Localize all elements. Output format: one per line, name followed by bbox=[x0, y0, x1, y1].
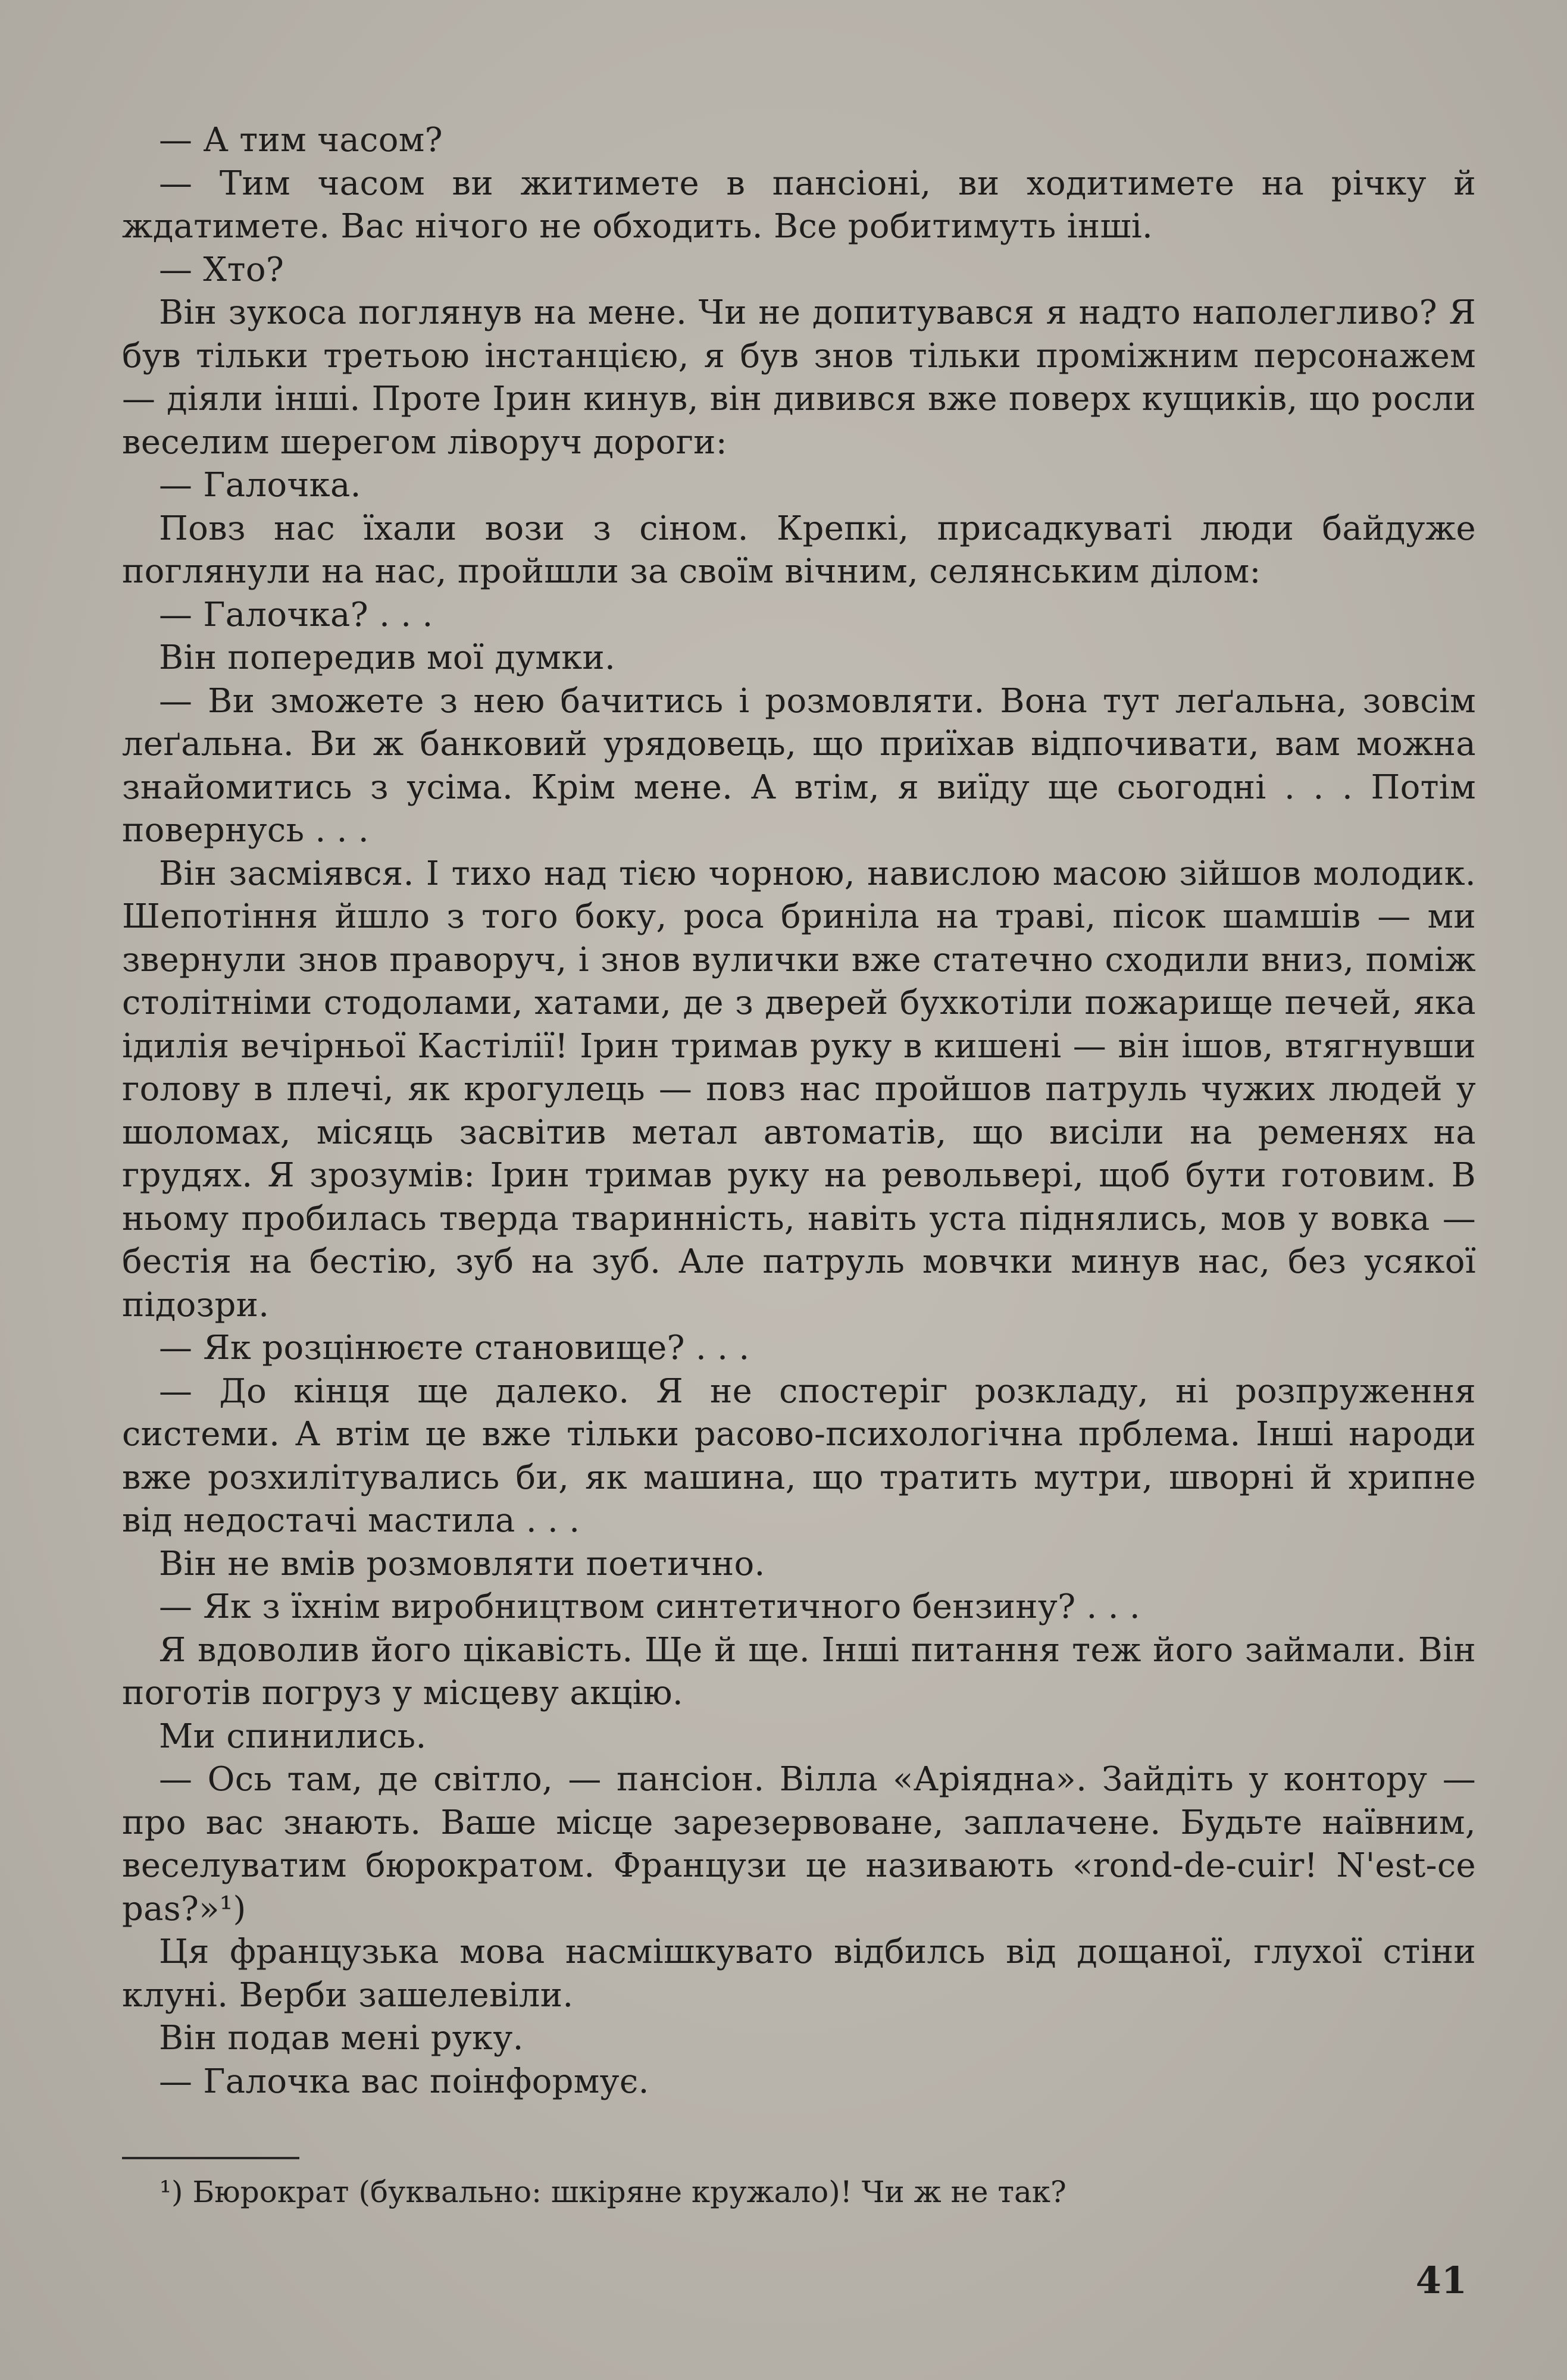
paragraph: — Галочка вас поінформує. bbox=[159, 2062, 649, 2101]
paragraph: Він подав мені руку. bbox=[159, 2019, 524, 2058]
paragraph: — Тим часом ви житимете в пансіоні, ви ходитимете на річку й ждатимете. Вас нічого не обходить. Все робитимуть інші. bbox=[122, 164, 1476, 246]
paragraph: — Ось там, де світло, — пансіон. Вілла «Аріядна». Зайдіть у контору — про вас знають. Ваше місце зарезервоване, заплачене. Будьте наївним, веселуватим бюрократом. Французи це називають «rond-de-cuir! N'est-ce pas?»¹) bbox=[122, 1760, 1476, 1928]
paragraph: — Галочка. bbox=[159, 466, 361, 505]
paragraph: — Як розцінюєте становище? . . . bbox=[159, 1329, 750, 1367]
paragraph: — Хто? bbox=[159, 250, 284, 289]
page-number: 41 bbox=[1415, 2259, 1467, 2302]
paragraph: — А тим часом? bbox=[159, 121, 443, 159]
paragraph: Ми спинились. bbox=[159, 1717, 427, 1756]
paragraph: Він попередив мої думки. bbox=[159, 638, 616, 677]
paragraph: — Ви зможете з нею бачитись і розмовляти. Вона тут леґальна, зовсім леґальна. Ви ж банковий урядовець, що приїхав відпочивати, вам можна знайомитись з усіма. Крім мене. А втім, я виїду ще сьогодні . . . Потім повернусь . . . bbox=[122, 681, 1476, 850]
paragraph: Я вдоволив його цікавість. Ще й ще. Інші питання теж його займали. Він поготів погруз у місцеву акцію. bbox=[122, 1630, 1476, 1712]
paragraph: Ця французька мова насмішкувато відбилсь від дощаної, глухої стіни клуні. Верби зашелевіли. bbox=[122, 1933, 1476, 2015]
footnote-divider bbox=[122, 2157, 299, 2159]
paragraph: Він зукоса поглянув на мене. Чи не допитувався я надто наполегливо? Я був тільки третьою інстанцією, я був знов тільки проміжним персонажем — діяли інші. Проте Ірин кинув, він дивився вже поверх кущиків, що росли веселим шерегом ліворуч дороги: bbox=[122, 293, 1476, 462]
footnote: ¹) Бюрократ (буквально: шкіряне кружало)! Чи ж не так? bbox=[159, 2175, 1066, 2209]
main-text bbox=[122, 119, 1476, 2103]
paragraph: Повз нас їхали вози з сіном. Крепкі, присадкуваті люди байдуже поглянули на нас, пройшли за своїм вічним, селянським ділом: bbox=[122, 509, 1476, 591]
paragraph: Він не вмів розмовляти поетично. bbox=[159, 1544, 765, 1583]
paragraph: — Як з їхнім виробництвом синтетичного бензину? . . . bbox=[159, 1587, 1141, 1626]
paragraph: — Галочка? . . . bbox=[159, 595, 433, 634]
paragraph: — До кінця ще далеко. Я не спостеріг розкладу, ні розпруження системи. А втім це вже тільки расово-психологічна прблема. Інші народи вже розхилітувались би, як машина, що тратить мутри, шворні й хрипне від недостачі мастила . . . bbox=[122, 1371, 1476, 1540]
paragraph: Він засміявся. І тихо над тією чорною, навислою масою зійшов молодик. Шепотіння йшло з того боку, роса бриніла на траві, пісок шамшів — ми звернули знов праворуч, і знов вулички вже статечно сходили вниз, поміж столітніми стодолами, хатами, де з дверей бухкотіли пожарище печей, яка ідилія вечірньої Кастілії! Ірин тримав руку в кишені — він ішов, втягнувши голову в плечі, як крогулець — повз нас пройшов патруль чужих людей у шоломах, місяць засвітив метал автоматів, що висіли на ременях на грудях. Я зрозумів: Ірин тримав руку на револьвері, щоб бути готовим. В ньому пробилась тверда тваринність, навіть уста піднялись, мов у вовка — бестія на бестію, зуб на зуб. Але патруль мовчки минув нас, без усякої підозри. bbox=[122, 854, 1476, 1324]
